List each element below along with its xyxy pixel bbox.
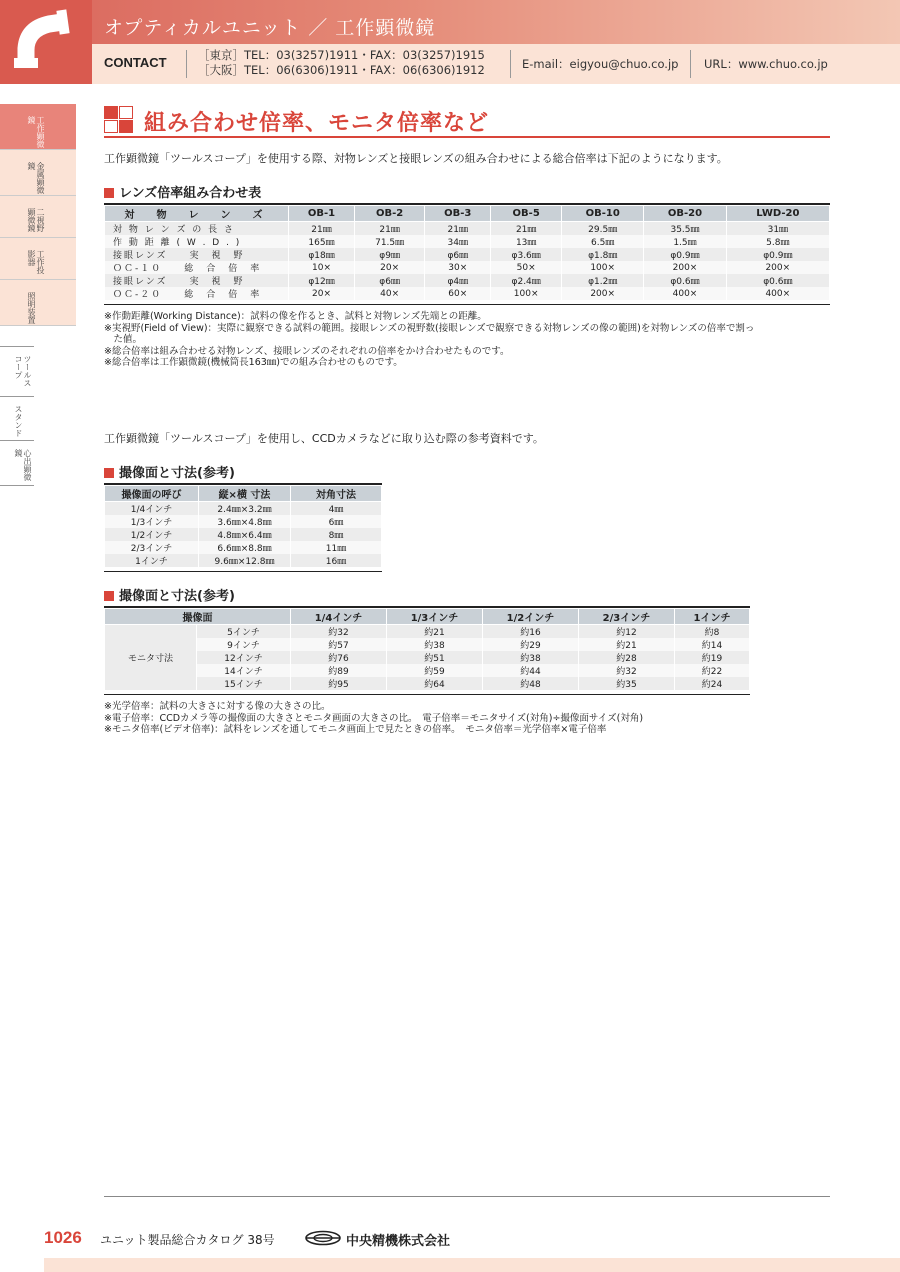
table-cell: 約89	[291, 664, 387, 677]
section-rule	[104, 136, 830, 138]
table-cell: 約19	[674, 651, 749, 664]
footer-band	[44, 1258, 900, 1272]
column-header: 1インチ	[674, 609, 749, 625]
unit-logo	[0, 0, 92, 84]
group-label: モニタ寸法	[105, 625, 197, 691]
table-row	[105, 222, 830, 236]
elbow-tube-icon	[0, 0, 92, 84]
table-cell: 4㎜	[291, 502, 382, 516]
contact-email-link[interactable]: E-mail：eigyou@chuo.co.jp	[522, 57, 679, 71]
note-line: ※モニタ倍率(ビデオ倍率)：試料をレンズを通してモニタ画面上で見たときの倍率。 モニタ倍率＝光学倍率×電子倍率	[104, 724, 607, 735]
table-cell: 約16	[482, 625, 578, 639]
table-cell: φ9㎜	[355, 248, 425, 261]
row-label: 作 動 距 離 ( W . D . )	[105, 235, 289, 248]
note-line: ※光学倍率：試料の大きさに対する像の大きさの比。	[104, 701, 331, 712]
monitor-size-cell: 5インチ	[197, 625, 291, 639]
company-name: 中央精機株式会社	[346, 1234, 451, 1249]
column-header: OB-1	[289, 206, 355, 222]
table-row	[105, 541, 382, 554]
table-row	[105, 651, 750, 664]
table-cell: φ12㎜	[289, 274, 355, 287]
table-cell: 40×	[355, 287, 425, 300]
column-header: 対 物 レ ン ズ	[105, 206, 289, 222]
table-cell: 29.5㎜	[562, 222, 644, 236]
bullet-square-icon	[104, 188, 114, 198]
monitor-size-cell: 12インチ	[197, 651, 291, 664]
sidebar-item-projector[interactable]	[0, 238, 76, 280]
divider	[186, 50, 187, 78]
row-label: 対 物 レ ン ズ の 長 さ	[105, 222, 289, 236]
sidebar-item-label: 工作顕微鏡	[27, 116, 45, 148]
sensor-table-heading	[104, 462, 235, 481]
table-cell: 21㎜	[425, 222, 491, 236]
table-cell: 約95	[291, 677, 387, 690]
table-cell: 約38	[482, 651, 578, 664]
table-row	[105, 638, 750, 651]
catalog-title: ユニット製品総合カタログ 38号	[100, 1233, 275, 1247]
note-line: ※総合倍率は工作顕微鏡(機械筒長163㎜)での組み合わせのものです。	[104, 357, 403, 368]
footer-rule	[104, 1196, 830, 1197]
sidebar-item-dual-view-microscope[interactable]	[0, 196, 76, 238]
sidebar-sub-label: スタンド	[14, 405, 23, 437]
table-cell: 約28	[578, 651, 674, 664]
sensor-table	[104, 485, 382, 567]
table-cell: 4.8㎜×6.4㎜	[199, 528, 291, 541]
page-header-title: オプティカルユニット ／ 工作顕微鏡	[104, 17, 436, 39]
monitor-size-cell: 15インチ	[197, 677, 291, 690]
table-cell: 100×	[491, 287, 562, 300]
sidebar-sub-label: 心出顕微鏡	[14, 449, 32, 481]
sidebar-sub-toolscope[interactable]	[0, 346, 34, 394]
section-intro: 工作顕微鏡「ツールスコープ」を使用する際、対物レンズと接眼レンズの組み合わせによる総合倍率は下記のようになります。	[104, 152, 728, 165]
table-cell: 21㎜	[289, 222, 355, 236]
monitor-notes	[104, 701, 834, 736]
table-row	[105, 625, 750, 639]
lens-table-heading-text: レンズ倍率組み合わせ表	[119, 186, 262, 201]
sidebar-item-metal-microscope[interactable]	[0, 150, 76, 196]
table-cell: 約51	[386, 651, 482, 664]
row-label: ＯＣ-２０ 総 合 倍 率	[105, 287, 289, 300]
lens-table-heading	[104, 182, 261, 201]
note-line: ※作動距離(Working Distance)：試料の像を作るとき、試料と対物レンズ先端との距離。	[104, 311, 487, 322]
table-row	[105, 261, 830, 274]
section-title: 組み合わせ倍率、モニタ倍率など	[144, 111, 490, 136]
table-cell: 16㎜	[291, 554, 382, 567]
column-header: 2/3インチ	[578, 609, 674, 625]
sidebar-item-label: 工作投影器	[27, 250, 45, 274]
table-cell: 31㎜	[726, 222, 829, 236]
column-header: 1/2インチ	[482, 609, 578, 625]
column-header: OB-5	[491, 206, 562, 222]
table-cell: 6㎜	[291, 515, 382, 528]
column-header: 1/4インチ	[291, 609, 387, 625]
table-row	[105, 274, 830, 287]
bullet-square-icon	[104, 468, 114, 478]
column-header: LWD-20	[726, 206, 829, 222]
column-header: 撮像面の呼び	[105, 486, 199, 502]
table-cell: 13㎜	[491, 235, 562, 248]
table-cell: 約59	[386, 664, 482, 677]
row-label: 接眼レンズ 実 視 野	[105, 248, 289, 261]
table-cell: φ18㎜	[289, 248, 355, 261]
table-row	[105, 287, 830, 300]
ccd-intro: 工作顕微鏡「ツールスコープ」を使用し、CCDカメラなどに取り込む際の参考資料です。	[104, 432, 544, 445]
column-header: 1/3インチ	[386, 609, 482, 625]
table-cell: 1インチ	[105, 554, 199, 567]
column-header: OB-3	[425, 206, 491, 222]
table-cell: 60×	[425, 287, 491, 300]
table-cell: φ3.6㎜	[491, 248, 562, 261]
table-rule	[104, 304, 830, 305]
table-cell: 71.5㎜	[355, 235, 425, 248]
table-cell: φ1.2㎜	[562, 274, 644, 287]
table-cell: 約12	[578, 625, 674, 639]
table-cell: 6.5㎜	[562, 235, 644, 248]
table-cell: 約57	[291, 638, 387, 651]
sidebar-item-machine-microscope[interactable]	[0, 104, 76, 150]
table-cell: φ0.9㎜	[644, 248, 726, 261]
sidebar-item-illumination[interactable]	[0, 280, 76, 326]
monitor-size-cell: 14インチ	[197, 664, 291, 677]
table-cell: 21㎜	[491, 222, 562, 236]
table-cell: 約32	[578, 664, 674, 677]
table-cell: φ6㎜	[425, 248, 491, 261]
table-cell: φ2.4㎜	[491, 274, 562, 287]
table-cell: φ0.9㎜	[726, 248, 829, 261]
table-row	[105, 528, 382, 541]
bullet-square-icon	[104, 591, 114, 601]
table-cell: φ6㎜	[355, 274, 425, 287]
tokyo-contact: ［東京］TEL：03(3257)1911・FAX：03(3257)1915	[198, 48, 485, 62]
table-cell: 9.6㎜×12.8㎜	[199, 554, 291, 567]
table-cell: 20×	[355, 261, 425, 274]
table-row	[105, 248, 830, 261]
sidebar-item-label: 照明装置	[27, 292, 36, 324]
table-cell: 165㎜	[289, 235, 355, 248]
table-cell: 30×	[425, 261, 491, 274]
table-row	[105, 235, 830, 248]
table-cell: 約48	[482, 677, 578, 690]
table-cell: 1/3インチ	[105, 515, 199, 528]
sidebar-item-label: 金属顕微鏡	[27, 162, 45, 194]
sidebar-sub-stand[interactable]	[0, 396, 34, 438]
table-cell: 1/2インチ	[105, 528, 199, 541]
table-cell: 6.6㎜×8.8㎜	[199, 541, 291, 554]
table-header-row	[105, 609, 750, 625]
note-line: た値。	[104, 334, 143, 345]
sensor-table-heading-text: 撮像面と寸法(参考)	[119, 466, 235, 481]
lens-table	[104, 205, 830, 300]
table-cell: 1/4インチ	[105, 502, 199, 516]
table-cell: 200×	[726, 261, 829, 274]
note-line: ※実視野(Field of View)：実際に観察できる試料の範囲。接眼レンズの視野数(接眼レンズで観察できる対物レンズの像の範囲)を対物レンズの倍率で割っ	[104, 322, 755, 334]
table-row	[105, 515, 382, 528]
note-line: ※総合倍率は組み合わせる対物レンズ、接眼レンズのそれぞれの倍率をかけ合わせたものです。	[104, 345, 510, 357]
table-cell: φ0.6㎜	[726, 274, 829, 287]
contact-url-link[interactable]: URL：www.chuo.co.jp	[704, 57, 828, 71]
column-header: 対角寸法	[291, 486, 382, 502]
table-cell: 約8	[674, 625, 749, 639]
table-cell: 20×	[289, 287, 355, 300]
column-header: OB-2	[355, 206, 425, 222]
table-cell: 100×	[562, 261, 644, 274]
monitor-table	[104, 608, 750, 690]
table-cell: 約64	[386, 677, 482, 690]
table-cell: 50×	[491, 261, 562, 274]
table-cell: 35.5㎜	[644, 222, 726, 236]
table-cell: φ4㎜	[425, 274, 491, 287]
divider	[510, 50, 511, 78]
contact-label: CONTACT	[104, 55, 167, 70]
table-cell: φ1.8㎜	[562, 248, 644, 261]
table-cell: 10×	[289, 261, 355, 274]
table-cell: 21㎜	[355, 222, 425, 236]
divider	[690, 50, 691, 78]
table-cell: φ0.6㎜	[644, 274, 726, 287]
sidebar-sub-label: ツールスコープ	[14, 355, 32, 387]
table-cell: 約22	[674, 664, 749, 677]
table-cell: 約76	[291, 651, 387, 664]
monitor-table-heading	[104, 585, 235, 604]
table-cell: 8㎜	[291, 528, 382, 541]
table-cell: 400×	[644, 287, 726, 300]
table-cell: 3.6㎜×4.8㎜	[199, 515, 291, 528]
page-number: 1026	[44, 1228, 82, 1247]
row-label: ＯＣ-１０ 総 合 倍 率	[105, 261, 289, 274]
table-row	[105, 664, 750, 677]
table-cell: 約38	[386, 638, 482, 651]
table-cell: 2.4㎜×3.2㎜	[199, 502, 291, 516]
table-cell: 200×	[562, 287, 644, 300]
table-rule	[104, 694, 750, 695]
column-header: 縦×横 寸法	[199, 486, 291, 502]
section-square-icon	[104, 106, 134, 134]
column-header: OB-20	[644, 206, 726, 222]
table-cell: 約21	[386, 625, 482, 639]
table-cell: 約21	[578, 638, 674, 651]
table-cell: 400×	[726, 287, 829, 300]
table-cell: 約35	[578, 677, 674, 690]
table-cell: 34㎜	[425, 235, 491, 248]
table-header-row	[105, 486, 382, 502]
osaka-contact: ［大阪］TEL：06(6306)1911・FAX：06(6306)1912	[198, 63, 485, 77]
table-row	[105, 554, 382, 567]
table-rule	[104, 571, 382, 572]
monitor-size-cell: 9インチ	[197, 638, 291, 651]
table-cell: 1.5㎜	[644, 235, 726, 248]
sidebar-sub-centering-microscope[interactable]	[0, 440, 34, 486]
table-cell: 2/3インチ	[105, 541, 199, 554]
table-cell: 約44	[482, 664, 578, 677]
table-header-row	[105, 206, 830, 222]
table-cell: 約14	[674, 638, 749, 651]
table-row	[105, 677, 750, 690]
sidebar-item-label: 二視野顕微鏡	[27, 208, 45, 232]
table-cell: 11㎜	[291, 541, 382, 554]
row-label: 接眼レンズ 実 視 野	[105, 274, 289, 287]
table-row	[105, 502, 382, 516]
monitor-table-heading-text: 撮像面と寸法(参考)	[119, 589, 235, 604]
table-cell: 5.8㎜	[726, 235, 829, 248]
table-cell: 約32	[291, 625, 387, 639]
table-cell: 200×	[644, 261, 726, 274]
table-cell: 約24	[674, 677, 749, 690]
contact-phone-lines	[198, 48, 485, 78]
column-header: OB-10	[562, 206, 644, 222]
column-header: 撮像面	[105, 609, 291, 625]
lens-notes	[104, 311, 834, 369]
table-cell: 約29	[482, 638, 578, 651]
company-logo-icon	[304, 1230, 342, 1246]
note-line: ※電子倍率：CCDカメラ等の撮像面の大きさとモニタ画面の大きさの比。 電子倍率＝モニタサイズ(対角)÷撮像面サイズ(対角)	[104, 712, 644, 724]
